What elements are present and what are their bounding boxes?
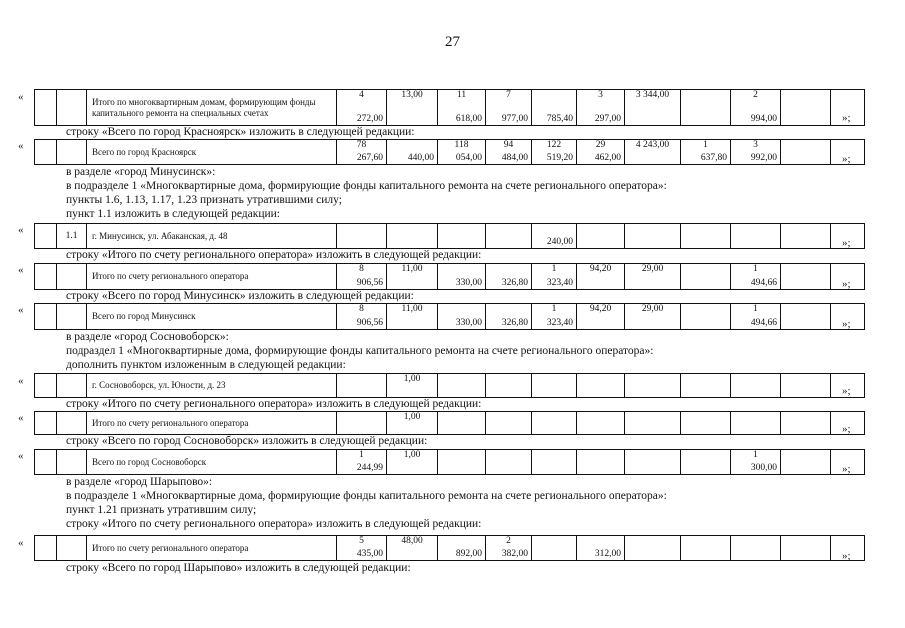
cell-value (387, 224, 438, 249)
table-row (35, 412, 865, 435)
cell-value-bottom: 240,00 (546, 237, 573, 247)
cell-blank (35, 264, 57, 290)
quote-open: « (18, 140, 24, 152)
cell-blank (35, 374, 57, 398)
cell-value (781, 450, 831, 475)
cell-value (486, 140, 532, 165)
cell-value (781, 304, 831, 330)
cell-value-bottom: 297,00 (594, 114, 621, 124)
cell-value (438, 264, 486, 290)
cell-blank (35, 450, 57, 475)
table-t7 (34, 411, 865, 435)
cell-value-top: 8 (359, 264, 364, 274)
cell-value-top: 11,00 (401, 264, 423, 274)
cell-value (387, 374, 438, 398)
cell-value-bottom: 323,40 (546, 278, 573, 288)
cell-value (681, 140, 731, 165)
cell-value-top: 3 (598, 90, 603, 100)
cell-value-bottom: 906,56 (356, 278, 383, 288)
quote-open: « (18, 375, 24, 387)
cell-value-top: 1 (753, 304, 758, 314)
cell-value-top: 118 (454, 140, 469, 150)
table-t9 (34, 535, 865, 561)
table-row (35, 264, 865, 290)
cell-value-top: 2 (506, 536, 511, 546)
cell-value (625, 90, 681, 126)
cell-value-bottom: 618,00 (455, 114, 482, 124)
cell-value (781, 140, 831, 165)
cell-blank (35, 304, 57, 330)
cell-blank (35, 412, 57, 435)
cell-value (577, 374, 625, 398)
cell-item-number (57, 140, 87, 165)
table-row (35, 90, 865, 126)
table-row (35, 450, 865, 475)
cell-value (387, 90, 438, 126)
cell-value (577, 224, 625, 249)
cell-value (486, 304, 532, 330)
cell-value (387, 412, 438, 435)
cell-value (731, 536, 781, 561)
cell-value (781, 412, 831, 435)
quote-open: « (18, 304, 24, 316)
cell-item-number (57, 536, 87, 561)
cell-value (731, 304, 781, 330)
cell-value-bottom: 785,40 (546, 114, 573, 124)
text-line: в подразделе 1 «Многоквартирные дома, формирующие фонды капитального ремонта на счете регионального оператора»: (66, 180, 667, 192)
quote-close: »; (842, 385, 851, 397)
cell-value (681, 90, 731, 126)
text-line: строку «Итого по счету регионального оператора» изложить в следующей редакции: (66, 249, 482, 261)
cell-value-top: 4 243,00 (635, 140, 670, 150)
cell-value-top: 4 (359, 90, 364, 100)
cell-value (337, 304, 387, 330)
cell-value-bottom: 330,00 (455, 278, 482, 288)
cell-value (577, 140, 625, 165)
cell-value-bottom: 440,00 (407, 153, 434, 163)
cell-value-top: 1,00 (403, 450, 421, 460)
cell-value (387, 140, 438, 165)
cell-value (486, 224, 532, 249)
cell-value-bottom: 323,40 (546, 318, 573, 328)
cell-value (337, 264, 387, 290)
cell-value (387, 304, 438, 330)
quote-open: « (18, 412, 24, 424)
cell-value (577, 90, 625, 126)
quote-close: »; (842, 463, 851, 475)
cell-value-bottom: 330,00 (455, 318, 482, 328)
cell-value-bottom: 992,00 (750, 153, 777, 163)
cell-value (681, 304, 731, 330)
cell-item-name: г. Минусинск, ул. Абаканская, д. 48 (87, 224, 337, 249)
cell-item-name: Итого по многоквартирным домам, формирующим фонды капитального ремонта на специальных счетах (87, 90, 337, 126)
cell-value-top: 13,00 (401, 90, 423, 100)
cell-value (731, 224, 781, 249)
cell-value-bottom: 892,00 (455, 549, 482, 559)
quote-open: « (18, 537, 24, 549)
cell-item-number (57, 450, 87, 475)
cell-item-name: Итого по счету регионального оператора (87, 264, 337, 290)
cell-value (486, 264, 532, 290)
table-row (35, 224, 865, 249)
cell-value (438, 450, 486, 475)
cell-value-top: 7 (506, 90, 511, 100)
cell-item-number (57, 90, 87, 126)
text-line: строку «Всего по город Минусинск» изложить в следующей редакции: (66, 290, 414, 302)
text-line: пункт 1.1 изложить в следующей редакции: (66, 208, 280, 220)
cell-value (625, 374, 681, 398)
table-t3 (34, 223, 865, 249)
cell-value-top: 1 (359, 450, 364, 460)
quote-close: »; (842, 237, 851, 249)
cell-item-name: Итого по счету регионального оператора (87, 536, 337, 561)
cell-value (387, 450, 438, 475)
cell-value (681, 224, 731, 249)
cell-value (625, 304, 681, 330)
cell-value-top: 29,00 (641, 264, 664, 274)
cell-value (625, 450, 681, 475)
cell-value-bottom: 977,00 (501, 114, 528, 124)
table-t6 (34, 373, 865, 398)
cell-value-top: 94 (503, 140, 514, 150)
cell-item-number (57, 374, 87, 398)
cell-value (438, 224, 486, 249)
cell-value (532, 90, 577, 126)
cell-item-name: Всего по город Сосновоборск (87, 450, 337, 475)
cell-value (681, 412, 731, 435)
text-line: подраздел 1 «Многоквартирные дома, формирующие фонды капитального ремонта на счете регионального оператора»: (66, 345, 654, 357)
cell-value-top: 8 (359, 304, 364, 314)
cell-value (387, 264, 438, 290)
cell-value-top: 2 (753, 90, 758, 100)
table-row (35, 304, 865, 330)
cell-value (681, 450, 731, 475)
cell-value (337, 224, 387, 249)
page-number: 27 (445, 34, 460, 50)
cell-value (731, 264, 781, 290)
quote-open: « (18, 91, 24, 103)
cell-value (438, 412, 486, 435)
cell-value-bottom: 326,80 (501, 318, 528, 328)
text-line: в подразделе 1 «Многоквартирные дома, формирующие фонды капитального ремонта на счете регионального оператора»: (66, 490, 667, 502)
table-t8 (34, 449, 865, 475)
table-t4 (34, 263, 865, 290)
cell-value-top: 78 (356, 140, 367, 150)
cell-value-bottom: 272,00 (356, 114, 383, 124)
cell-value-top: 122 (546, 140, 562, 150)
cell-value-top: 3 344,00 (635, 90, 670, 100)
quote-open: « (18, 224, 24, 236)
cell-value-bottom: 462,00 (594, 153, 621, 163)
cell-value-top: 94,20 (589, 264, 612, 274)
cell-value-top: 48,00 (401, 536, 423, 546)
cell-blank (35, 536, 57, 561)
cell-value (337, 90, 387, 126)
text-line: строку «Всего по город Шарыпово» изложить в следующей редакции: (66, 562, 411, 574)
text-line: в разделе «город Шарыпово»: (66, 476, 213, 488)
text-line: строку «Итого по счету регионального оператора» изложить в следующей редакции: (66, 518, 482, 530)
cell-value (486, 450, 532, 475)
cell-value (532, 264, 577, 290)
cell-value (532, 374, 577, 398)
cell-value-bottom: 300,00 (750, 463, 777, 473)
quote-close: »; (842, 112, 851, 124)
cell-value (387, 536, 438, 561)
quote-open: « (18, 450, 24, 462)
cell-value (486, 90, 532, 126)
cell-value-top: 5 (359, 536, 364, 546)
cell-value (438, 374, 486, 398)
cell-value-top: 29 (595, 140, 606, 150)
cell-value-bottom: 312,00 (594, 549, 621, 559)
cell-value (337, 450, 387, 475)
cell-value-bottom: 994,00 (750, 114, 777, 124)
cell-value (438, 536, 486, 561)
cell-value (781, 224, 831, 249)
cell-value (532, 304, 577, 330)
cell-value (486, 374, 532, 398)
cell-value-bottom: 435,00 (356, 549, 383, 559)
cell-value-bottom: 382,00 (501, 549, 528, 559)
cell-item-number (57, 264, 87, 290)
cell-value (731, 374, 781, 398)
cell-value (781, 264, 831, 290)
table-t2 (34, 139, 865, 165)
cell-value-bottom: 906,56 (356, 318, 383, 328)
cell-value-bottom: 326,80 (501, 278, 528, 288)
cell-value-top: 1 (551, 264, 557, 274)
text-line: строку «Всего по город Красноярск» изложить в следующей редакции: (66, 126, 415, 138)
text-line: в разделе «город Минусинск»: (66, 166, 216, 178)
text-line: пункт 1.21 признать утратившим силу; (66, 504, 257, 516)
cell-value-bottom: 494,66 (750, 318, 777, 328)
table-t1 (34, 89, 865, 126)
cell-blank (35, 140, 57, 165)
cell-item-name: Итого по счету регионального оператора (87, 412, 337, 435)
cell-value (532, 412, 577, 435)
cell-value-bottom: 267,60 (356, 153, 383, 163)
cell-item-number: 1.1 (57, 224, 87, 249)
cell-value (577, 412, 625, 435)
cell-value (438, 140, 486, 165)
cell-value (577, 304, 625, 330)
cell-value (337, 140, 387, 165)
cell-value (731, 140, 781, 165)
cell-value (532, 450, 577, 475)
cell-value (625, 412, 681, 435)
cell-blank (35, 224, 57, 249)
cell-value (486, 536, 532, 561)
quote-close: »; (842, 318, 851, 330)
cell-value-top: 1,00 (403, 374, 421, 384)
text-line: строку «Итого по счету регионального оператора» изложить в следующей редакции: (66, 398, 482, 410)
cell-value (625, 264, 681, 290)
cell-item-number (57, 304, 87, 330)
cell-value (438, 90, 486, 126)
quote-close: »; (842, 153, 851, 165)
cell-item-name: г. Сосновоборск, ул. Юности, д. 23 (87, 374, 337, 398)
cell-value (532, 536, 577, 561)
cell-value (781, 90, 831, 126)
cell-value (781, 374, 831, 398)
cell-value-bottom: 494,66 (750, 278, 777, 288)
cell-value (625, 224, 681, 249)
cell-value-bottom: 244,99 (356, 463, 383, 473)
cell-value (781, 536, 831, 561)
cell-value-bottom: 484,00 (501, 153, 528, 163)
text-line: пункты 1.6, 1.13, 1.17, 1.23 признать утратившими силу; (66, 194, 342, 206)
cell-value-bottom: 054,00 (455, 153, 482, 163)
cell-value (577, 450, 625, 475)
quote-close: »; (842, 423, 851, 435)
cell-value-top: 3 (753, 140, 758, 150)
text-line: дополнить пунктом изложенным в следующей редакции: (66, 359, 346, 371)
cell-value (625, 536, 681, 561)
cell-value-bottom: 637,80 (700, 153, 727, 163)
table-row (35, 536, 865, 561)
cell-value-top: 1 (753, 450, 758, 460)
cell-value-top: 1 (753, 264, 758, 274)
cell-value (731, 450, 781, 475)
cell-value (577, 536, 625, 561)
cell-item-number (57, 412, 87, 435)
cell-value (731, 90, 781, 126)
cell-value (438, 304, 486, 330)
cell-value (577, 264, 625, 290)
table-row (35, 374, 865, 398)
cell-item-name: Всего по город Минусинск (87, 304, 337, 330)
table-row (35, 140, 865, 165)
cell-value-bottom: 519,20 (546, 153, 573, 163)
quote-close: »; (842, 550, 851, 562)
cell-blank (35, 90, 57, 126)
cell-value-top: 1,00 (403, 412, 421, 422)
cell-value (681, 374, 731, 398)
cell-value (532, 224, 577, 249)
cell-value (625, 140, 681, 165)
cell-value (486, 412, 532, 435)
cell-value (337, 412, 387, 435)
cell-value-top: 29,00 (641, 304, 664, 314)
quote-close: »; (842, 278, 851, 290)
text-line: строку «Всего по город Сосновоборск» изложить в следующей редакции: (66, 435, 428, 447)
cell-value (681, 264, 731, 290)
cell-value (337, 374, 387, 398)
cell-value-top: 11,00 (401, 304, 423, 314)
text-line: в разделе «город Сосновоборск»: (66, 331, 229, 343)
cell-value-top: 1 (703, 140, 708, 150)
cell-value-top: 11 (456, 90, 467, 100)
cell-value (532, 140, 577, 165)
quote-open: « (18, 264, 24, 276)
cell-value (337, 536, 387, 561)
cell-value (731, 412, 781, 435)
cell-value-top: 1 (551, 304, 557, 314)
cell-item-name: Всего по город Красноярск (87, 140, 337, 165)
table-t5 (34, 303, 865, 330)
cell-value-top: 94,20 (589, 304, 612, 314)
cell-value (681, 536, 731, 561)
